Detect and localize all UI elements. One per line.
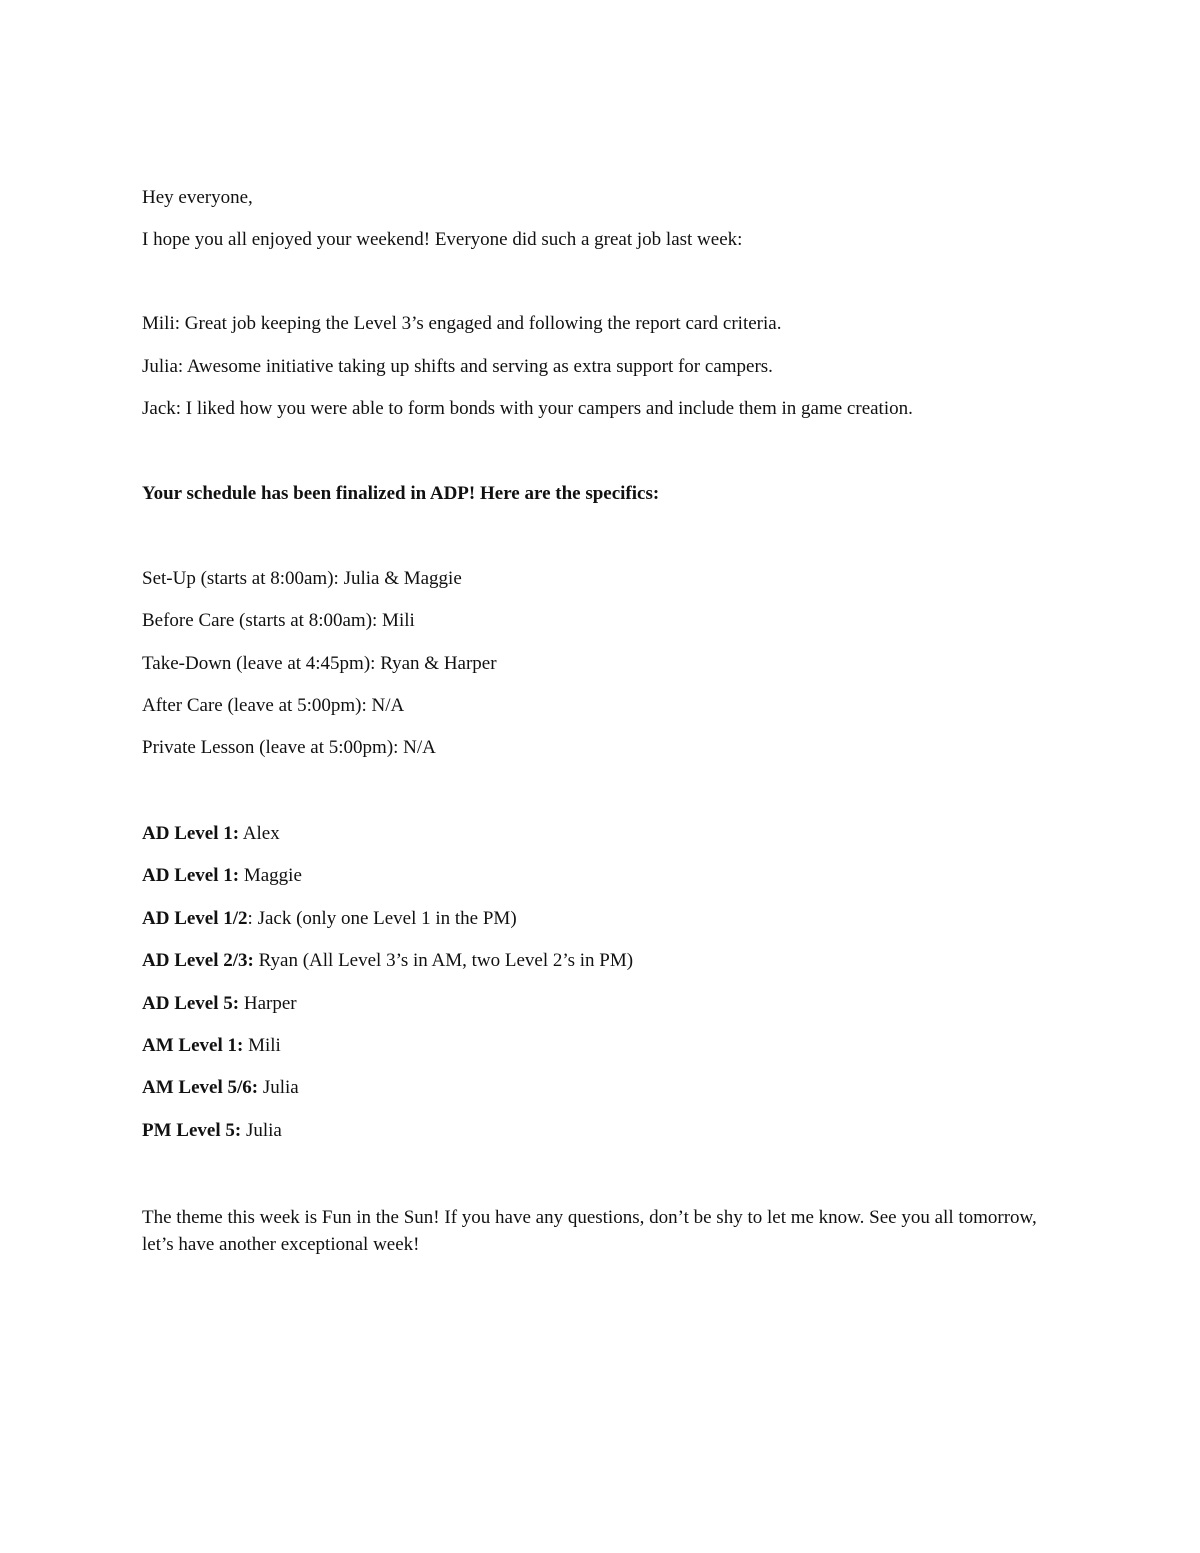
shoutout-text: I liked how you were able to form bonds with your campers and include them in game creation.: [181, 398, 913, 419]
shift-before-care: Before Care (starts at 8:00am): Mili: [142, 610, 415, 631]
shoutout-name: Mili:: [142, 313, 181, 334]
assignment-value: Maggie: [239, 865, 302, 886]
assignment-value: Harper: [239, 993, 297, 1014]
shoutout-jack: [142, 397, 913, 421]
assignment-row: [142, 992, 297, 1016]
assignment-row: [142, 1119, 282, 1143]
assignment-row: [142, 822, 280, 846]
assignment-label: AD Level 1:: [142, 823, 240, 844]
closing-paragraph: The theme this week is Fun in the Sun! If you have any questions, don’t be shy to let me know. See you all tomorrow, let’s have another exceptional week!: [142, 1207, 1037, 1255]
assignment-label: AM Level 5/6:: [142, 1077, 259, 1098]
assignment-value: Mili: [243, 1035, 281, 1056]
assignment-label: PM Level 5:: [142, 1120, 242, 1141]
assignment-value: Alex: [239, 823, 280, 844]
intro-paragraph: I hope you all enjoyed your weekend! Everyone did such a great job last week:: [142, 229, 743, 250]
shift-after-care: After Care (leave at 5:00pm): N/A: [142, 695, 405, 716]
assignment-label: AD Level 1:: [142, 865, 240, 886]
assignment-value: : Jack (only one Level 1 in the PM): [247, 908, 517, 929]
shoutout-julia: [142, 355, 773, 379]
shoutout-mili: [142, 312, 781, 336]
greeting: Hey everyone,: [142, 187, 253, 208]
assignment-label: AD Level 1/2: [142, 908, 248, 929]
assignment-label: AD Level 5:: [142, 993, 240, 1014]
assignment-value: Ryan (All Level 3’s in AM, two Level 2’s in PM): [253, 950, 634, 971]
shoutout-name: Jack:: [142, 398, 182, 419]
assignment-value: Julia: [241, 1120, 282, 1141]
assignment-label: AD Level 2/3:: [142, 950, 254, 971]
assignment-row: [142, 907, 517, 931]
shift-take-down: Take-Down (leave at 4:45pm): Ryan & Harper: [142, 653, 497, 674]
shoutout-text: Awesome initiative taking up shifts and serving as extra support for campers.: [183, 356, 773, 377]
assignment-row: [142, 1076, 299, 1100]
assignment-row: [142, 949, 633, 973]
schedule-heading: Your schedule has been finalized in ADP! Here are the specifics:: [142, 483, 660, 504]
shift-setup: Set-Up (starts at 8:00am): Julia & Maggie: [142, 568, 462, 589]
assignment-row: [142, 1034, 281, 1058]
shoutout-text: Great job keeping the Level 3’s engaged and following the report card criteria.: [180, 313, 782, 334]
shoutout-name: Julia:: [142, 356, 184, 377]
shift-private-lesson: Private Lesson (leave at 5:00pm): N/A: [142, 737, 436, 758]
assignment-row: [142, 864, 302, 888]
assignment-label: AM Level 1:: [142, 1035, 244, 1056]
assignment-value: Julia: [258, 1077, 299, 1098]
